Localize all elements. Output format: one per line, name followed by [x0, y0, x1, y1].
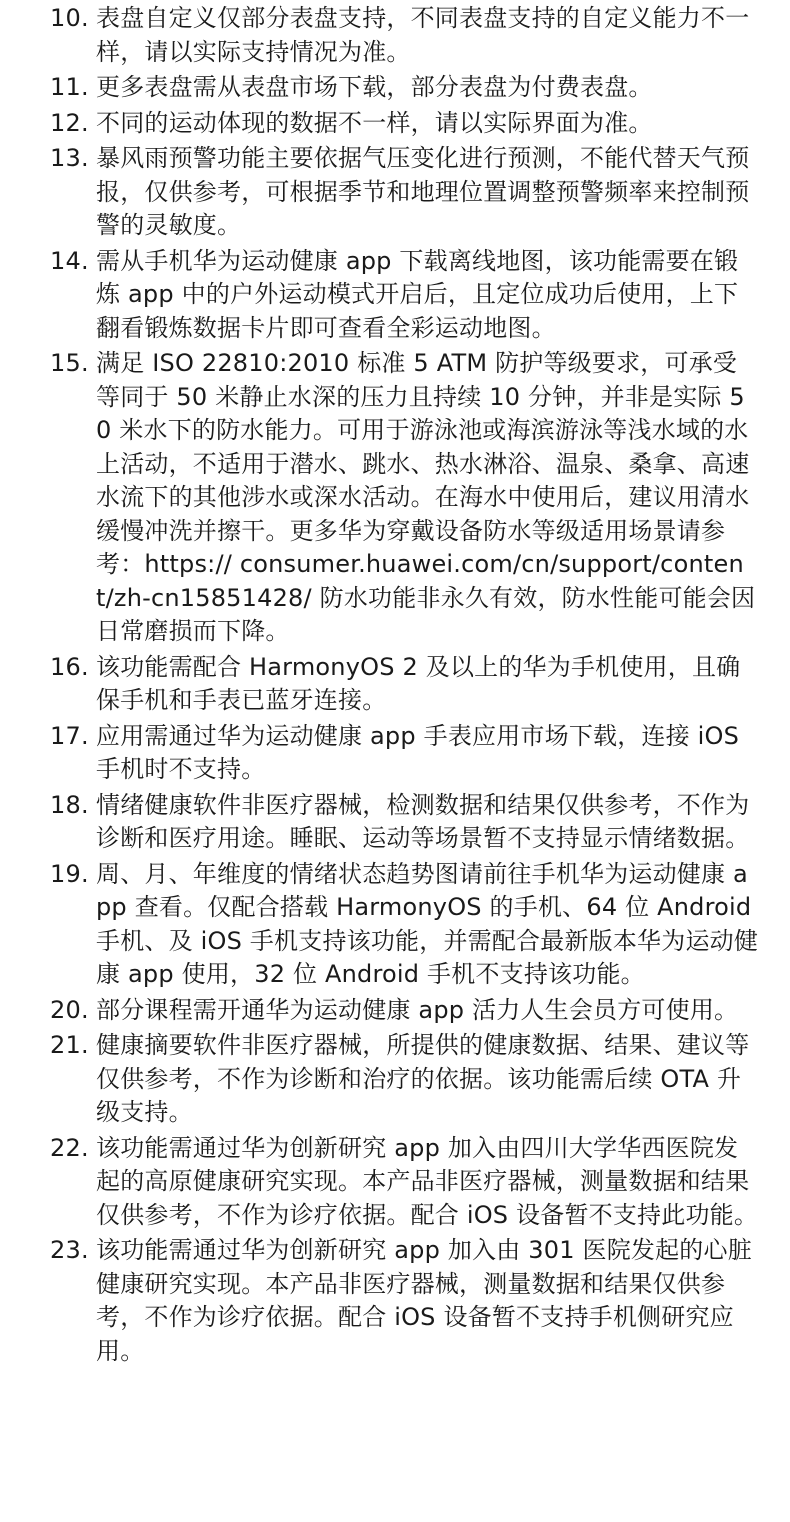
footnote-number: 11. [50, 73, 89, 101]
footnote-item [0, 107, 790, 141]
footnote-item [0, 245, 790, 346]
footnote-text: 更多表盘需从表盘市场下载，部分表盘为付费表盘。 [96, 73, 653, 101]
footnote-item [0, 789, 790, 856]
footnote-text: 不同的运动体现的数据不一样，请以实际界面为准。 [96, 108, 653, 137]
footnote-number: 18. [50, 790, 89, 819]
footnote-number: 21. [50, 1031, 89, 1059]
footnote-item [0, 142, 790, 243]
footnote-item [0, 858, 790, 992]
footnote-text: 该功能需通过华为创新研究 app 加入由四川大学华西医院发起的高原健康研究实现。本产品非医疗器械，测量数据和结果仅供参考，不作为诊疗依据。配合 iOS 设备暂不支持此功能。 [96, 1133, 759, 1229]
footnote-number: 13. [50, 144, 89, 172]
footnote-item [0, 71, 790, 105]
footnote-text: 应用需通过华为运动健康 app 手表应用市场下载，连接 iOS 手机时不支持。 [96, 721, 740, 783]
footnote-item [0, 651, 790, 718]
footnote-number: 22. [50, 1133, 89, 1162]
footnote-item [0, 1234, 790, 1368]
footnote-text: 部分课程需开通华为运动健康 app 活力人生会员方可使用。 [96, 995, 739, 1024]
footnote-number: 19. [50, 859, 89, 888]
footnote-number: 23. [50, 1236, 89, 1264]
footnote-item [0, 1132, 790, 1233]
footnote-text: 满足 ISO 22810:2010 标准 5 ATM 防护等级要求，可承受等同于 50 米静止水深的压力且持续 10 分钟，并非是实际 50 米水下的防水能力。可用于游泳池或海滨游泳等浅水域的水上活动，不适用于潜水、跳水、热水淋浴、温泉、桑拿、高速水流下的其他涉水或深水活动。在海水中使用后，建议用清水缓慢冲洗并擦干。更多华为穿戴设备防水等级适用场景请参考：https:// consumer.huawei.com/cn/support/content/zh-cn15851428/ 防水功能非永久有效，防水性能可能会因日常磨损而下降。 [96, 349, 756, 645]
footnote-text: 该功能需通过华为创新研究 app 加入由 301 医院发起的心脏健康研究实现。本产品非医疗器械，测量数据和结果仅供参考，不作为诊疗依据。配合 iOS 设备暂不支持手机侧研究应用。 [96, 1236, 752, 1365]
footnote-text: 需从手机华为运动健康 app 下载离线地图，该功能需要在锻炼 app 中的户外运动模式开启后，且定位成功后使用，上下翻看锻炼数据卡片即可查看全彩运动地图。 [96, 246, 739, 342]
footnote-number: 16. [50, 652, 89, 681]
footnote-text: 该功能需配合 HarmonyOS 2 及以上的华为手机使用，且确保手机和手表已蓝牙连接。 [96, 652, 741, 714]
footnote-text: 暴风雨预警功能主要依据气压变化进行预测，不能代替天气预报，仅供参考，可根据季节和地理位置调整预警频率来控制预警的灵敏度。 [96, 144, 750, 239]
footnote-item [0, 720, 790, 787]
footnote-text: 情绪健康软件非医疗器械，检测数据和结果仅供参考，不作为诊断和医疗用途。睡眠、运动等场景暂不支持显示情绪数据。 [96, 790, 750, 852]
footnote-item [0, 2, 790, 69]
footnote-number: 20. [50, 995, 89, 1024]
footnote-text: 周、月、年维度的情绪状态趋势图请前往手机华为运动健康 app 查看。仅配合搭载 HarmonyOS 的手机、64 位 Android 手机、及 iOS 手机支持该功能，并需配合最新版本华为运动健康 app 使用，32 位 Android 手机不支持该功能。 [96, 859, 759, 988]
footnote-item [0, 994, 790, 1028]
footnote-text: 表盘自定义仅部分表盘支持，不同表盘支持的自定义能力不一样，请以实际支持情况为准。 [96, 4, 750, 66]
footnote-number: 12. [50, 108, 89, 137]
footnote-text: 健康摘要软件非医疗器械，所提供的健康数据、结果、建议等仅供参考，不作为诊断和治疗的依据。该功能需后续 OTA 升级支持。 [96, 1031, 750, 1126]
footnote-item [0, 347, 790, 649]
footnote-number: 14. [50, 246, 89, 275]
footnote-item [0, 1029, 790, 1130]
footnote-number: 17. [50, 721, 89, 750]
footnote-number: 15. [50, 349, 89, 377]
footnote-number: 10. [50, 4, 89, 32]
